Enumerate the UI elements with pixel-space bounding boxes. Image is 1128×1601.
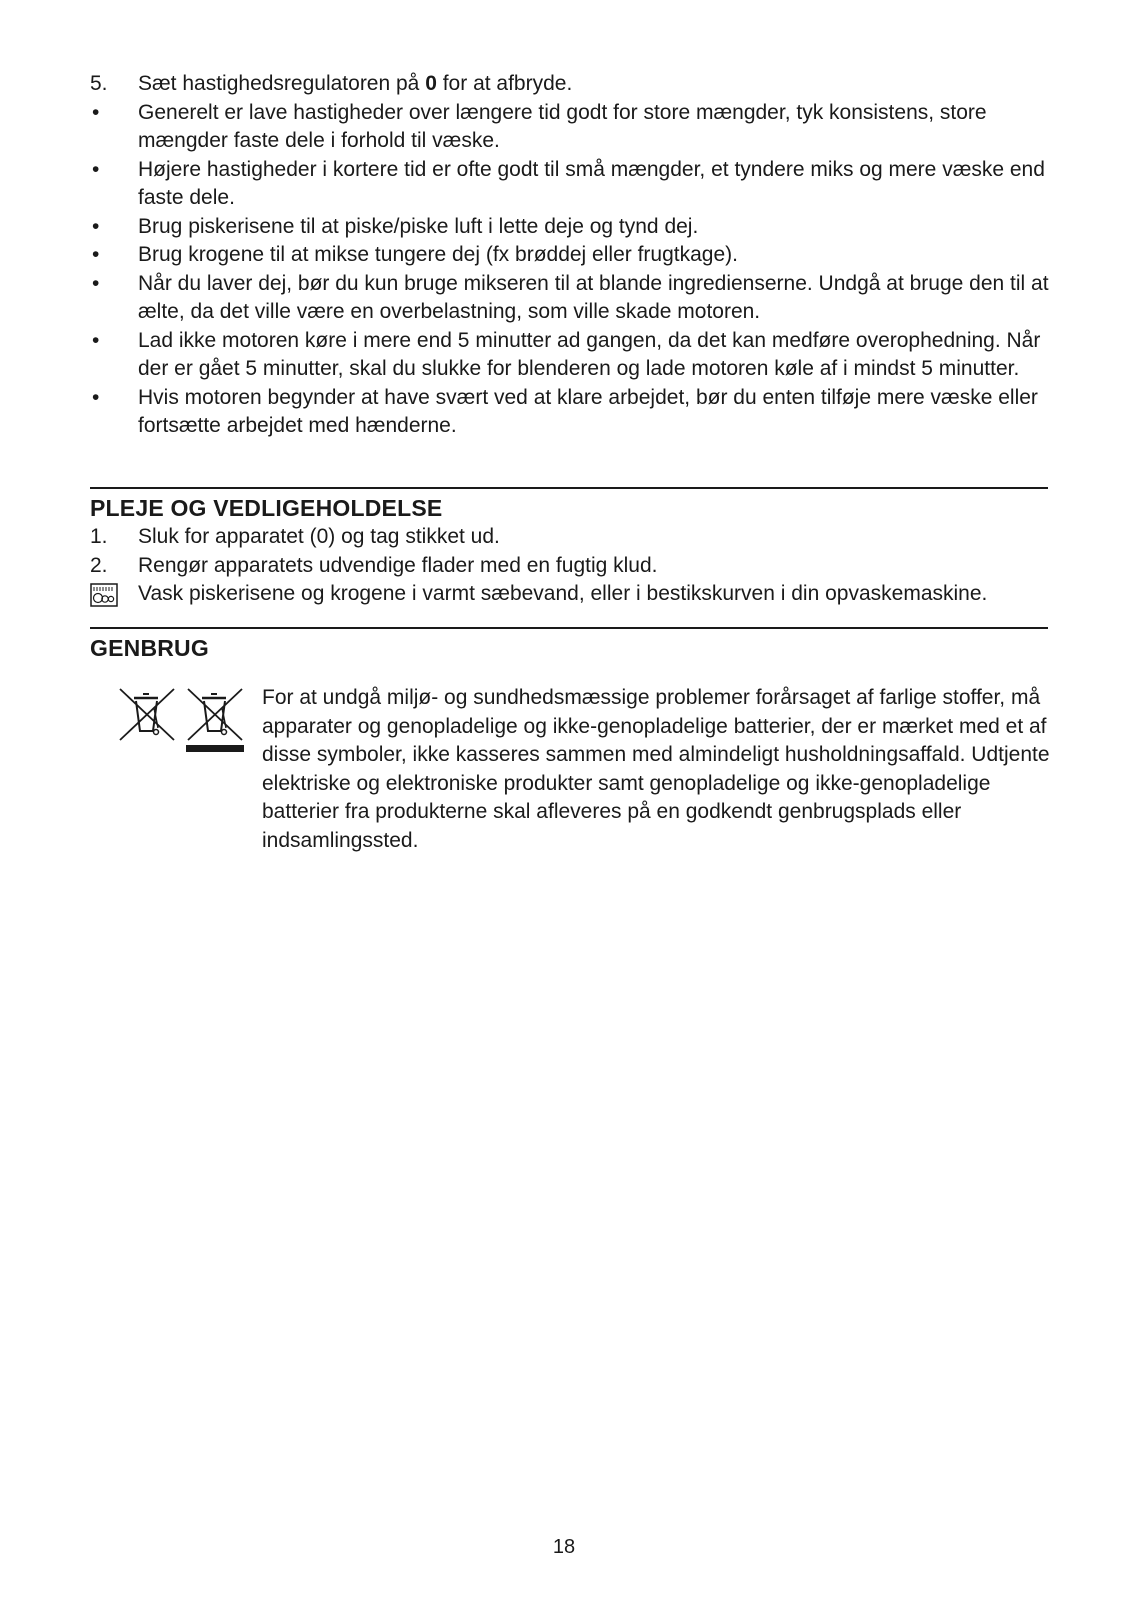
bullet-marker: • [92,243,100,266]
crossed-out-wheelie-bin-icon [120,689,174,740]
care-instructions-list [90,523,1050,609]
list-item [90,270,1050,327]
list-item-text [138,215,698,238]
weee-symbols [118,688,248,763]
text-fragment: Sæt hastighedsregulatoren på [138,72,426,95]
list-item [90,327,1050,384]
usage-instructions-list [90,70,1050,441]
page-number: 18 [552,1536,576,1558]
step-text: Sluk for apparatet (0) og tag stikket ud. [138,525,500,548]
emphasized-value: 0 [425,72,437,95]
crossed-out-wheelie-bin-with-bar-icon [186,689,244,752]
bullet-marker: • [92,385,100,409]
dishwasher-note [90,580,1050,609]
list-item [90,70,1050,99]
text-fragment: Brug krogene til at mikse tungere dej (fx brøddej eller frugtkage). [138,243,738,266]
step-number: 2. [90,553,108,577]
list-item-text [138,243,738,266]
text-fragment: Når du laver dej, bør du kun bruge mikseren til at blande ingredienserne. Undgå at bruge den til at ælte, da det ville være en overbelastning, som ville skade motoren. [138,271,1049,323]
bullet-marker: • [92,157,100,181]
text-fragment: for at afbryde. [436,72,573,95]
recycling-section-heading: GENBRUG [90,635,209,661]
bullet-marker: • [92,214,100,238]
text-fragment: Lad ikke motoren køre i mere end 5 minutter ad gangen, da det kan medføre overophedning. Når der er gået 5 minutter, skal du slukke for blenderen og lade motoren køle af i mindst 5 minutter. [138,328,1041,380]
recycling-notice: For at undgå miljø- og sundhedsmæssige problemer forårsaget af farlige stoffer, må apparater og genopladelige og ikke-genopladelige batterier, der er mærket med et af disse symboler, ikke kasseres sammen med almindeligt husholdningsaffald. Udtjente elektriske og elektroniske produkter samt genopladelige og ikke-genopladelige batterier fra produkterne skal afleveres på en godkendt genbrugsplads eller indsamlingssted. [262,686,1050,852]
list-item [90,241,1050,270]
list-item-text [138,101,987,153]
step-number: 5. [90,72,108,95]
list-item-text [138,329,1040,381]
bullet-marker: • [92,328,100,352]
step-number: 1. [90,525,108,548]
dishwasher-note-text: Vask piskerisene og krogene i varmt sæbevand, eller i bestikskurven i din opvaskemaskine. [138,582,988,605]
list-item [90,384,1050,441]
section-divider [90,627,1048,629]
list-item-text [138,158,1045,210]
list-item-text [138,72,572,95]
step-text: Rengør apparatets udvendige flader med en fugtig klud. [138,553,658,577]
list-item-text [138,272,1049,324]
list-item [90,213,1050,242]
bullet-marker: • [92,271,100,295]
text-fragment: Hvis motoren begynder at have svært ved at klare arbejdet, bør du enten tilføje mere væske eller fortsætte arbejdet med hænderne. [138,385,1038,437]
list-item-text [138,386,1038,438]
dishwasher-safe-icon [90,583,118,607]
care-section-heading: PLEJE OG VEDLIGEHOLDELSE [90,495,443,521]
list-item [90,156,1050,213]
text-fragment: Højere hastigheder i kortere tid er ofte godt til små mængder, et tyndere miks og mere væske end faste dele. [138,157,1045,209]
care-step [90,552,1050,581]
text-fragment: Brug piskerisene til at piske/piske luft i lette deje og tynd dej. [138,214,699,238]
care-step [90,523,1050,552]
bullet-marker: • [92,100,100,124]
list-item [90,99,1050,156]
section-divider [90,487,1048,489]
text-fragment: Generelt er lave hastigheder over længere tid godt for store mængder, tyk konsistens, store mængder faste dele i forhold til væske. [138,100,987,152]
